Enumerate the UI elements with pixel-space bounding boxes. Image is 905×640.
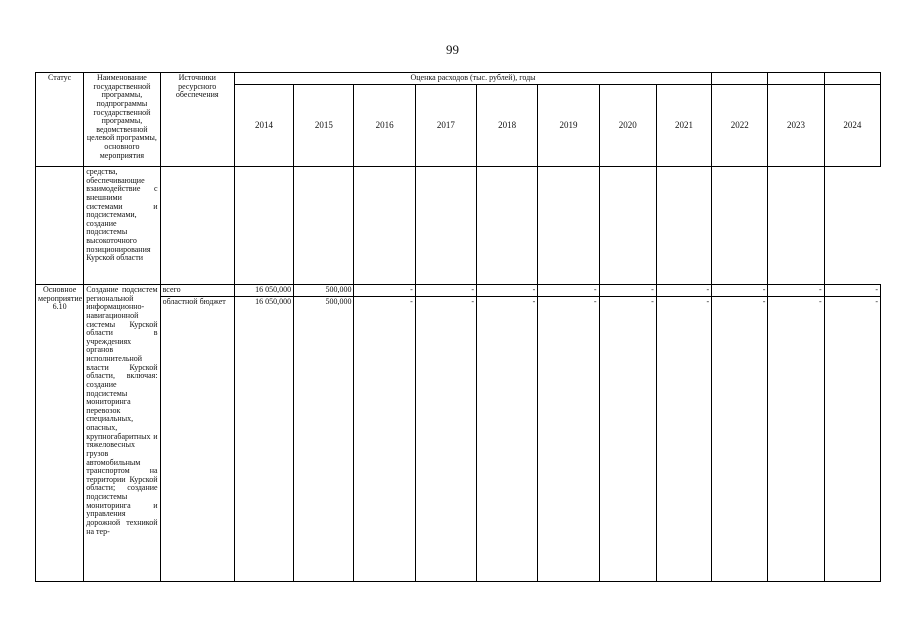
year-header: 2023: [768, 85, 824, 167]
value-cell: 16 050,000: [234, 296, 293, 581]
value-cell: -: [768, 285, 824, 297]
value-cell: -: [712, 296, 768, 581]
source-total: всего: [160, 285, 234, 297]
value-cell: -: [477, 296, 538, 581]
value-cell: -: [477, 285, 538, 297]
value-cell: -: [415, 285, 476, 297]
header-blank: [712, 73, 768, 85]
header-name: Наименование государственной программы, подпрограммы государственной программы, ведомственной целевой программы, основного мероприятия: [84, 73, 160, 167]
value-cell: -: [656, 285, 711, 297]
budget-table: [35, 72, 881, 582]
header-status: Статус: [36, 73, 84, 167]
value-cell: -: [768, 296, 824, 581]
value-cell: -: [599, 296, 656, 581]
value-cell: -: [415, 296, 476, 581]
value-cell: -: [712, 285, 768, 297]
page-number: 99: [446, 42, 459, 57]
header-estimate: Оценка расходов (тыс. рублей), годы: [234, 73, 711, 85]
year-header: 2021: [656, 85, 711, 167]
value-cell: -: [656, 296, 711, 581]
year-header: 2016: [354, 85, 415, 167]
header-blank: [824, 73, 880, 85]
year-header: 2024: [824, 85, 880, 167]
year-header: 2020: [599, 85, 656, 167]
year-header: 2019: [538, 85, 599, 167]
value-cell: -: [538, 296, 599, 581]
value-cell: 500,000: [294, 296, 354, 581]
source-regional-budget: областной бюджет: [160, 296, 234, 581]
year-header: 2018: [477, 85, 538, 167]
header-sources: Источники ресурсного обеспечения: [160, 73, 234, 167]
year-header: 2022: [712, 85, 768, 167]
status-cell: [36, 167, 84, 285]
value-cell: -: [824, 296, 880, 581]
value-cell: -: [538, 285, 599, 297]
row-name: Создание подсистем региональной информационно-навигационной системы Курской области в учреждениях органов исполнительной власти Курской области, включая: создание подсистемы мониторинга перевозок специальных, опасных, крупногабаритных и тяжеловесных грузов автомобильным транспортом на территории Курской области; создание подсистемы мониторинга и управления дорожной техникой на тер-: [84, 285, 160, 582]
value-cell: 500,000: [294, 285, 354, 297]
year-header: 2014: [234, 85, 293, 167]
header-blank: [768, 73, 824, 85]
row-status: Основное мероприятие 6.10: [36, 285, 84, 582]
year-header: 2017: [415, 85, 476, 167]
value-cell: -: [354, 296, 415, 581]
continuation-text: средства, обеспечивающие взаимодействие с внешними системами и подсистемами, создание подсистемы высокоточного позиционирования Курской области: [84, 167, 160, 285]
value-cell: 16 050,000: [234, 285, 293, 297]
value-cell: -: [824, 285, 880, 297]
value-cell: -: [354, 285, 415, 297]
year-header: 2015: [294, 85, 354, 167]
value-cell: -: [599, 285, 656, 297]
